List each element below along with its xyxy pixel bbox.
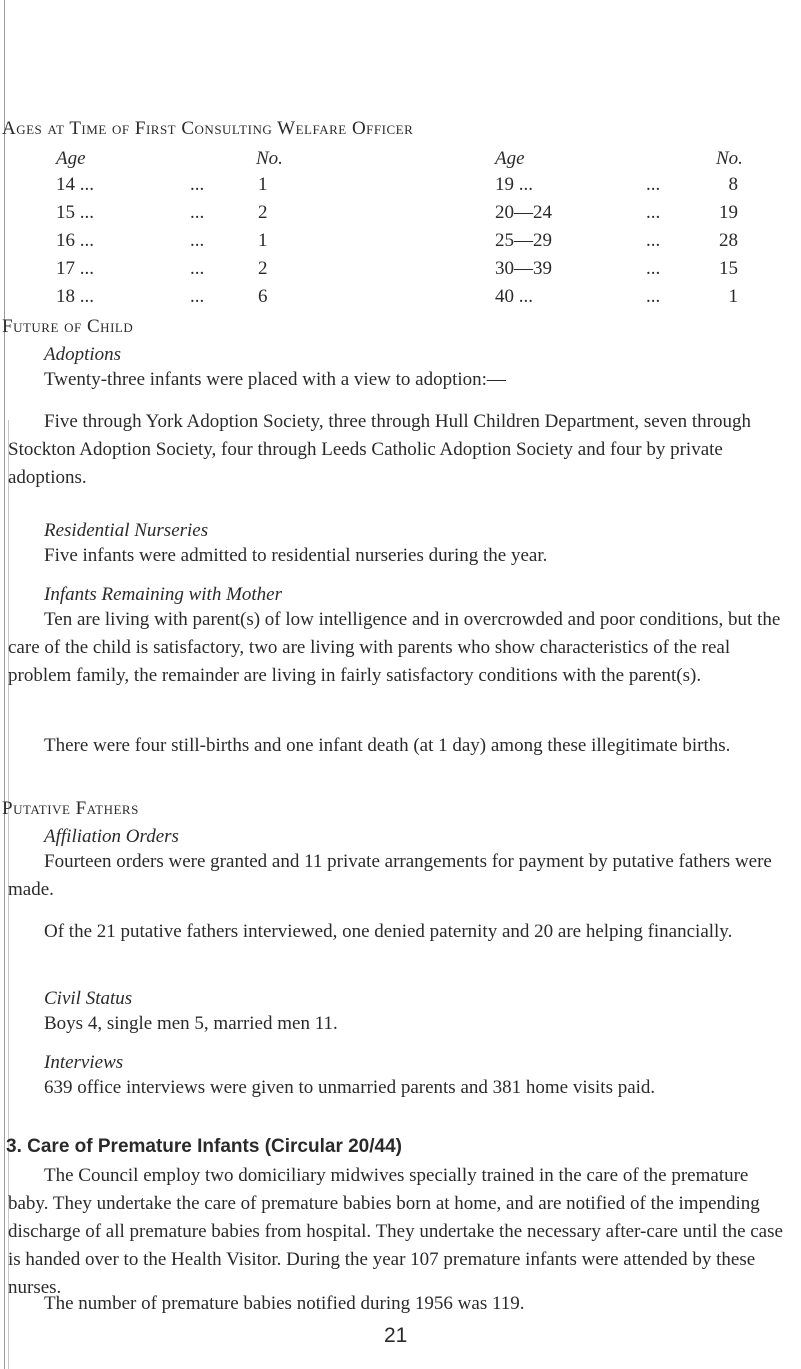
left-dots: ... — [190, 202, 205, 223]
interviews-title: Interviews — [44, 1052, 124, 1073]
right-age-cell: 19 ... — [495, 174, 533, 195]
left-age-cell: 15 ... — [56, 202, 94, 223]
left-dots: ... — [190, 230, 205, 251]
stillbirths-text: There were four still-births and one infant death (at 1 day) among these illegitimate births. — [44, 735, 731, 756]
left-age-cell: 17 ... — [56, 258, 94, 279]
right-no-cell: 1 — [728, 286, 738, 307]
left-no-cell: 2 — [258, 202, 268, 223]
right-dots: ... — [646, 258, 661, 279]
left-no-cell: 6 — [258, 286, 268, 307]
interviews-text: 639 office interviews were given to unmarried parents and 381 home visits paid. — [44, 1077, 656, 1098]
left-no-cell: 1 — [258, 174, 268, 195]
right-age-cell: 25—29 — [495, 230, 552, 251]
premature-number: 3. — [6, 1136, 22, 1157]
right-dots: ... — [646, 174, 661, 195]
left-no-header: No. — [256, 148, 283, 169]
left-age-cell: 18 ... — [56, 286, 94, 307]
left-age-header: Age — [56, 148, 86, 169]
nurseries-title: Residential Nurseries — [44, 520, 209, 541]
ages-heading: Ages at Time of First Consulting Welfare Officer — [2, 118, 414, 139]
remaining-title: Infants Remaining with Mother — [44, 584, 283, 605]
right-no-cell: 28 — [719, 230, 738, 251]
adoptions-text: Five through York Adoption Society, three through Hull Children Department, seven through Stockton Adoption Society, four through Leeds Catholic Adoption Society and four by private adoptions. — [8, 411, 751, 488]
interviewed-text: Of the 21 putative fathers interviewed, one denied paternity and 20 are helping financially. — [44, 921, 733, 942]
age-table — [0, 148, 801, 308]
right-dots: ... — [646, 202, 661, 223]
right-age-cell: 20—24 — [495, 202, 552, 223]
left-age-cell: 14 ... — [56, 174, 94, 195]
left-no-cell: 1 — [258, 230, 268, 251]
right-no-cell: 15 — [719, 258, 738, 279]
right-age-cell: 40 ... — [495, 286, 533, 307]
left-no-cell: 2 — [258, 258, 268, 279]
right-no-header: No. — [716, 148, 743, 169]
left-dots: ... — [190, 174, 205, 195]
left-dots: ... — [190, 258, 205, 279]
premature-notified-text: The number of premature babies notified during 1956 was 119. — [44, 1293, 525, 1314]
affiliation-text: Fourteen orders were granted and 11 private arrangements for payment by putative fathers were made. — [8, 851, 772, 900]
future-heading: Future of Child — [2, 316, 134, 337]
remaining-text: Ten are living with parent(s) of low intelligence and in overcrowded and poor conditions, but the care of the child is satisfactory, two are living with parents who show characteristics of the real problem family, the remainder are living in fairly satisfactory conditions with the parent(s). — [8, 609, 781, 686]
affiliation-title: Affiliation Orders — [44, 826, 179, 847]
right-dots: ... — [646, 230, 661, 251]
premature-heading-text: Care of Premature Infants (Circular 20/44) — [27, 1136, 402, 1157]
nurseries-text: Five infants were admitted to residential nurseries during the year. — [44, 545, 548, 566]
premature-heading — [6, 1136, 402, 1158]
right-no-cell: 8 — [728, 174, 738, 195]
civil-title: Civil Status — [44, 988, 133, 1009]
left-age-cell: 16 ... — [56, 230, 94, 251]
page-number: 21 — [384, 1324, 408, 1347]
putative-heading: Putative Fathers — [2, 798, 139, 819]
right-dots: ... — [646, 286, 661, 307]
right-age-cell: 30—39 — [495, 258, 552, 279]
right-age-header: Age — [495, 148, 525, 169]
right-no-cell: 19 — [719, 202, 738, 223]
adoptions-title: Adoptions — [44, 344, 122, 365]
premature-text: The Council employ two domiciliary midwives specially trained in the care of the premature baby. They undertake the care of premature babies born at home, and are notified of the impending discharge of all premature babies from hospital. They undertake the necessary after-care until the case is handed over to the Health Visitor. During the year 107 premature infants were attended by these nurses. — [8, 1165, 783, 1298]
adoptions-intro: Twenty-three infants were placed with a view to adoption:— — [44, 369, 506, 390]
left-dots: ... — [190, 286, 205, 307]
civil-text: Boys 4, single men 5, married men 11. — [44, 1013, 338, 1034]
